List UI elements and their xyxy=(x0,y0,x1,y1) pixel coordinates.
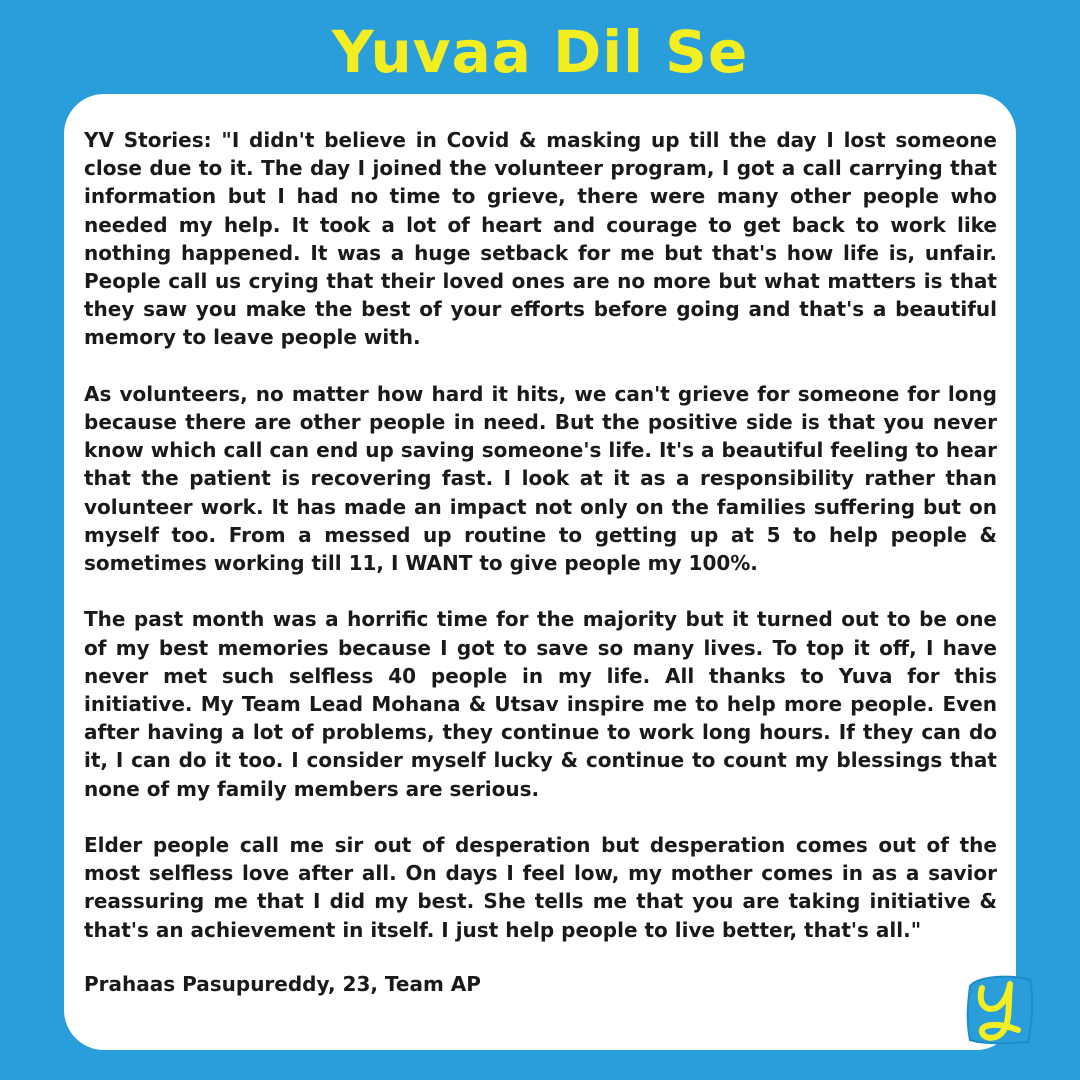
page-title: Yuvaa Dil Se xyxy=(331,18,749,86)
story-signature: Prahaas Pasupureddy, 23, Team AP xyxy=(84,972,481,996)
story-text xyxy=(84,126,997,944)
story-paragraph: Elder people call me sir out of desperation but desperation comes out of the most selfless love after all. On days I feel low, my mother comes in as a savior reassuring me that I did my best. She tells me that you are taking initiative & that's an achievement in itself. I just help people to live better, that's all." xyxy=(84,833,997,942)
story-paragraph: As volunteers, no matter how hard it hits, we can't grieve for someone for long because there are other people in need. But the positive side is that you never know which call can end up saving someone's life. It's a beautiful feeling to hear that the patient is recovering fast. I look at it as a responsibility rather than volunteer work. It has made an impact not only on the families suffering but on myself too. From a messed up routine to getting up at 5 to help people & sometimes working till 11, I WANT to give people my 100%. xyxy=(84,381,997,576)
yuvaa-y-logo-icon xyxy=(964,972,1036,1046)
story-paragraph: The past month was a horrific time for the majority but it turned out to be one of my best memories because I got to save so many lives. To top it off, I have never met such selfless 40 people in my life. All thanks to Yuva for this initiative. My Team Lead Mohana & Utsav inspire me to help more people. Even after having a lot of problems, they continue to work long hours. If they can do it, I can do it too. I consider myself lucky & continue to count my blessings that none of my family members are serious. xyxy=(84,607,997,801)
story-card xyxy=(64,94,1016,1050)
story-paragraph: YV Stories: "I didn't believe in Covid & masking up till the day I lost someone close due to it. The day I joined the volunteer program, I got a call carrying that information but I had no time to grieve, there were many other people who needed my help. It took a lot of heart and courage to get back to work like nothing happened. It was a huge setback for me but that's how life is, unfair. People call us crying that their loved ones are no more but what matters is that they saw you make the best of your efforts before going and that's a beautiful memory to leave people with. xyxy=(84,128,997,350)
